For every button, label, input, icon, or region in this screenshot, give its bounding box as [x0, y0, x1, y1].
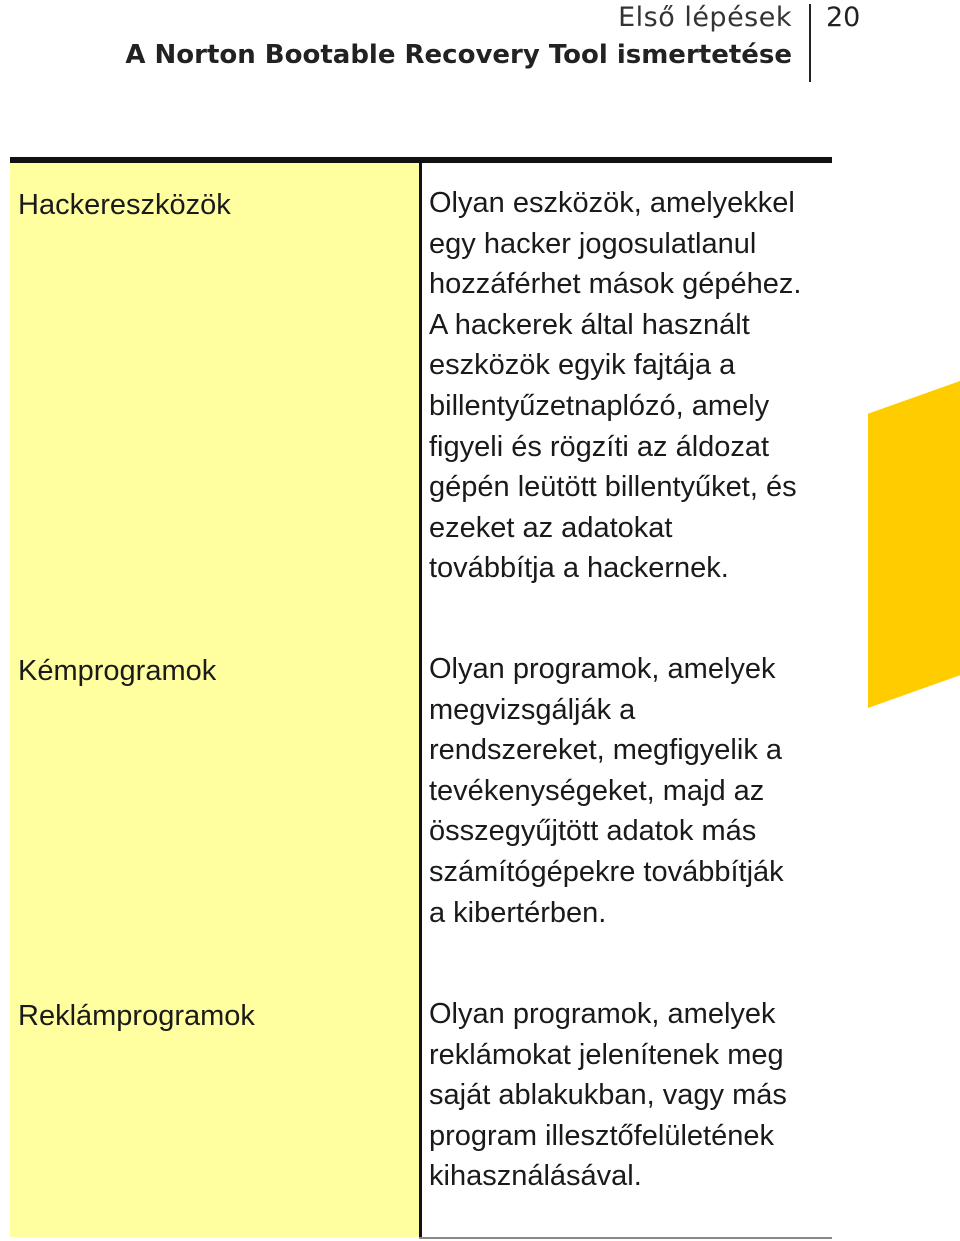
- definition-line: rendszereket, megfigyelik a: [429, 734, 782, 767]
- term-column: [10, 163, 419, 1237]
- term-kemprogramok: Kémprogramok: [18, 655, 217, 687]
- definition-line: egy hacker jogosulatlanul: [429, 227, 757, 260]
- definition-line: számítógépekre továbbítják: [429, 855, 784, 888]
- page-number: 20: [826, 2, 861, 33]
- definition-line: Olyan programok, amelyek: [429, 653, 776, 685]
- definition-line: hozzáférhet mások gépéhez.: [429, 268, 802, 301]
- definition-line: megvizsgálják a: [429, 693, 636, 726]
- definition-line: saját ablakukban, vagy más: [429, 1079, 787, 1112]
- chapter-title: Első lépések: [618, 2, 792, 33]
- page-header: [0, 0, 960, 90]
- term-hackereszkozok: Hackereszközök: [18, 189, 231, 221]
- term-reklamprogramok: Reklámprogramok: [18, 1000, 255, 1032]
- definition-line: tevékenységeket, majd az: [429, 774, 765, 807]
- accent-tab: [868, 381, 960, 708]
- definition-line: reklámokat jelenítenek meg: [429, 1038, 784, 1071]
- column-divider: [419, 163, 422, 1237]
- definition-line: eszközök egyik fajtája a: [429, 349, 736, 382]
- header-divider: [809, 4, 811, 82]
- definition-hackereszkozok: [429, 183, 829, 589]
- definition-line: ezeket az adatokat: [429, 511, 673, 544]
- definition-line: összegyűjtött adatok más: [429, 815, 757, 848]
- definition-line: A hackerek által használt: [429, 308, 750, 341]
- document-title: A Norton Bootable Recovery Tool ismertetése: [125, 40, 792, 70]
- definition-reklamprogramok: [429, 994, 829, 1197]
- definition-line: gépén leütött billentyűket, és: [429, 471, 797, 504]
- table-bottom-rule: [419, 1237, 832, 1239]
- definition-line: Olyan eszközök, amelyekkel: [429, 187, 795, 219]
- definition-line: Olyan programok, amelyek: [429, 998, 776, 1030]
- definition-line: kihasználásával.: [429, 1160, 642, 1193]
- definition-line: a kibertérben.: [429, 896, 607, 929]
- definition-line: továbbítja a hackernek.: [429, 552, 729, 585]
- glossary-table: [10, 157, 832, 1237]
- definition-kemprogramok: [429, 649, 829, 933]
- table-body: [10, 163, 832, 1237]
- definition-line: billentyűzetnaplózó, amely: [429, 389, 770, 422]
- definition-line: program illesztőfelületének: [429, 1119, 774, 1152]
- definition-line: figyeli és rögzíti az áldozat: [429, 430, 770, 463]
